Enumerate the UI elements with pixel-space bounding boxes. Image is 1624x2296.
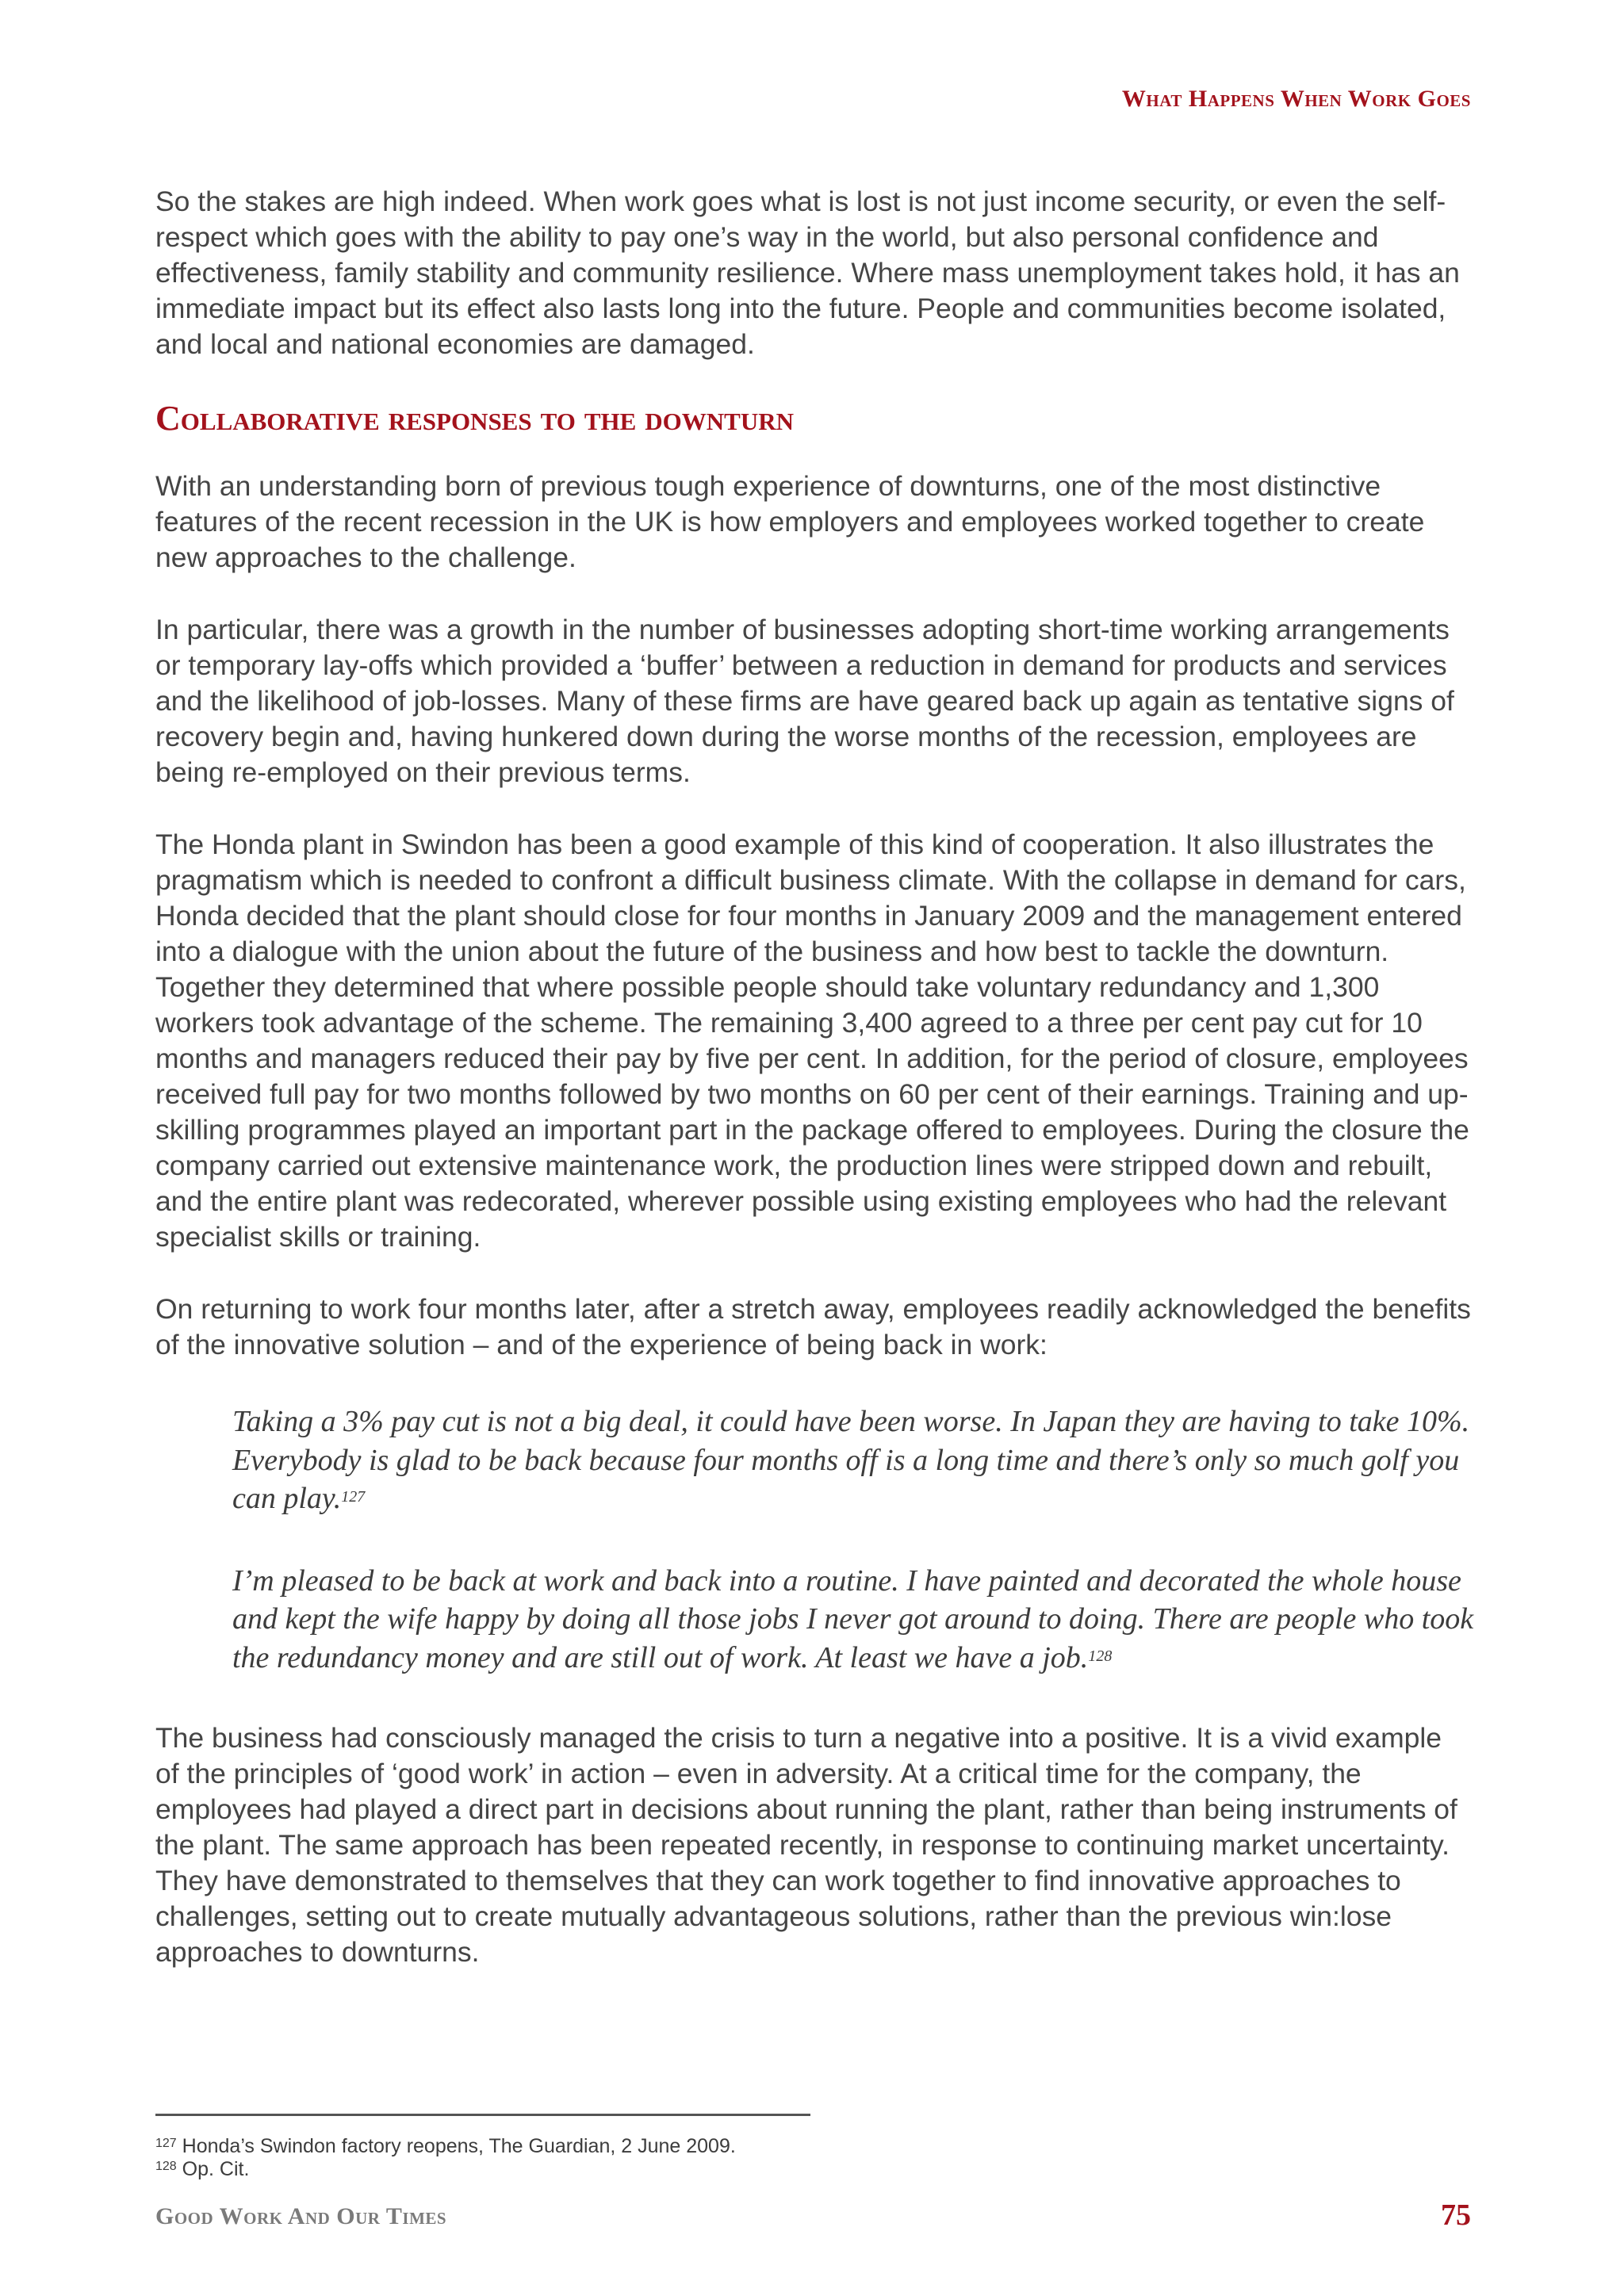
footnotes [155, 2135, 736, 2181]
running-footer: Good Work And Our Times [155, 2203, 447, 2229]
quote-text: Taking a 3% pay cut is not a big deal, it could have been worse. In Japan they are having to take 10%. Everybody is glad to be back because four months off is a long time and there’s only so much golf you can play. [232, 1405, 1470, 1515]
footnote-number: 127 [155, 2137, 177, 2150]
footnote-text: Op. Cit. [182, 2158, 250, 2180]
footnote-number: 128 [155, 2160, 177, 2173]
section-heading: Collaborative responses to the downturn [155, 399, 795, 438]
body-paragraph: So the stakes are high indeed. When work goes what is lost is not just income security, or even the self-respect which goes with the ability to pay one’s way in the world, but also personal confidence and effectiveness, family stability and community resilience. Where mass unemployment takes hold, it has an immediate impact but its effect also lasts long into the future. People and communities become isolated, and local and national economies are damaged. [155, 186, 1460, 360]
footnote-text: Honda’s Swindon factory reopens, The Guardian, 2 June 2009. [182, 2135, 736, 2157]
block-quote [232, 1402, 1485, 1518]
footnote-divider [155, 2114, 810, 2116]
page-content [155, 184, 1472, 2007]
footnote [155, 2135, 736, 2158]
block-quote [232, 1562, 1485, 1678]
body-paragraph: The business had consciously managed the crisis to turn a negative into a positive. It is a vivid example of the principles of ‘good work’ in action – even in adversity. At a critical time for the company, the employees had played a direct part in decisions about running the plant, rather than being instruments of the plant. The same approach has been repeated recently, in response to continuing market uncertainty. They have demonstrated to themselves that they can work together to find innovative approaches to challenges, setting out to create mutually advantageous solutions, rather than the previous win:lose approaches to downturns. [155, 1722, 1457, 1968]
body-paragraph: With an understanding born of previous tough experience of downturns, one of the most distinctive features of the recent recession in the UK is how employers and employees worked together to create new approaches to the challenge. [155, 470, 1425, 573]
body-paragraph: On returning to work four months later, after a stretch away, employees readily acknowledged the benefits of the innovative solution – and of the experience of being back in work: [155, 1293, 1471, 1360]
body-paragraph: In particular, there was a growth in the number of businesses adopting short-time working arrangements or temporary lay-offs which provided a ‘buffer’ between a reduction in demand for products and services and the likelihood of job-losses. Many of these firms are have geared back up again as tentative signs of recovery begin and, having hunkered down during the worse months of the recession, employees are being re-employed on their previous terms. [155, 614, 1454, 788]
page-number: 75 [1441, 2198, 1471, 2232]
footnote-reference[interactable]: 128 [1088, 1647, 1113, 1665]
quote-text: I’m pleased to be back at work and back into a routine. I have painted and decorated the whole house and kept the wife happy by doing all those jobs I never got around to doing. There are people who took the redundancy money and are still out of work. At least we have a job. [232, 1563, 1474, 1674]
body-paragraph: The Honda plant in Swindon has been a good example of this kind of cooperation. It also illustrates the pragmatism which is needed to confront a difficult business climate. With the collapse in demand for cars, Honda decided that the plant should close for four months in January 2009 and the management entered into a dialogue with the union about the future of the business and how best to tackle the downturn. Together they determined that where possible people should take voluntary redundancy and 1,300 workers took advantage of the scheme. The remaining 3,400 agreed to a three per cent pay cut for 10 months and managers reduced their pay by five per cent. In addition, for the period of closure, employees received full pay for two months followed by two months on 60 per cent of their earnings. Training and up-skilling programmes played an important part in the package offered to employees. During the closure the company carried out extensive maintenance work, the production lines were stripped down and rebuilt, and the entire plant was redecorated, wherever possible using existing employees who had the relevant specialist skills or training. [155, 828, 1469, 1253]
footnote-reference[interactable]: 127 [341, 1488, 366, 1506]
running-header: What Happens When Work Goes [1121, 86, 1471, 112]
footnote [155, 2158, 736, 2181]
